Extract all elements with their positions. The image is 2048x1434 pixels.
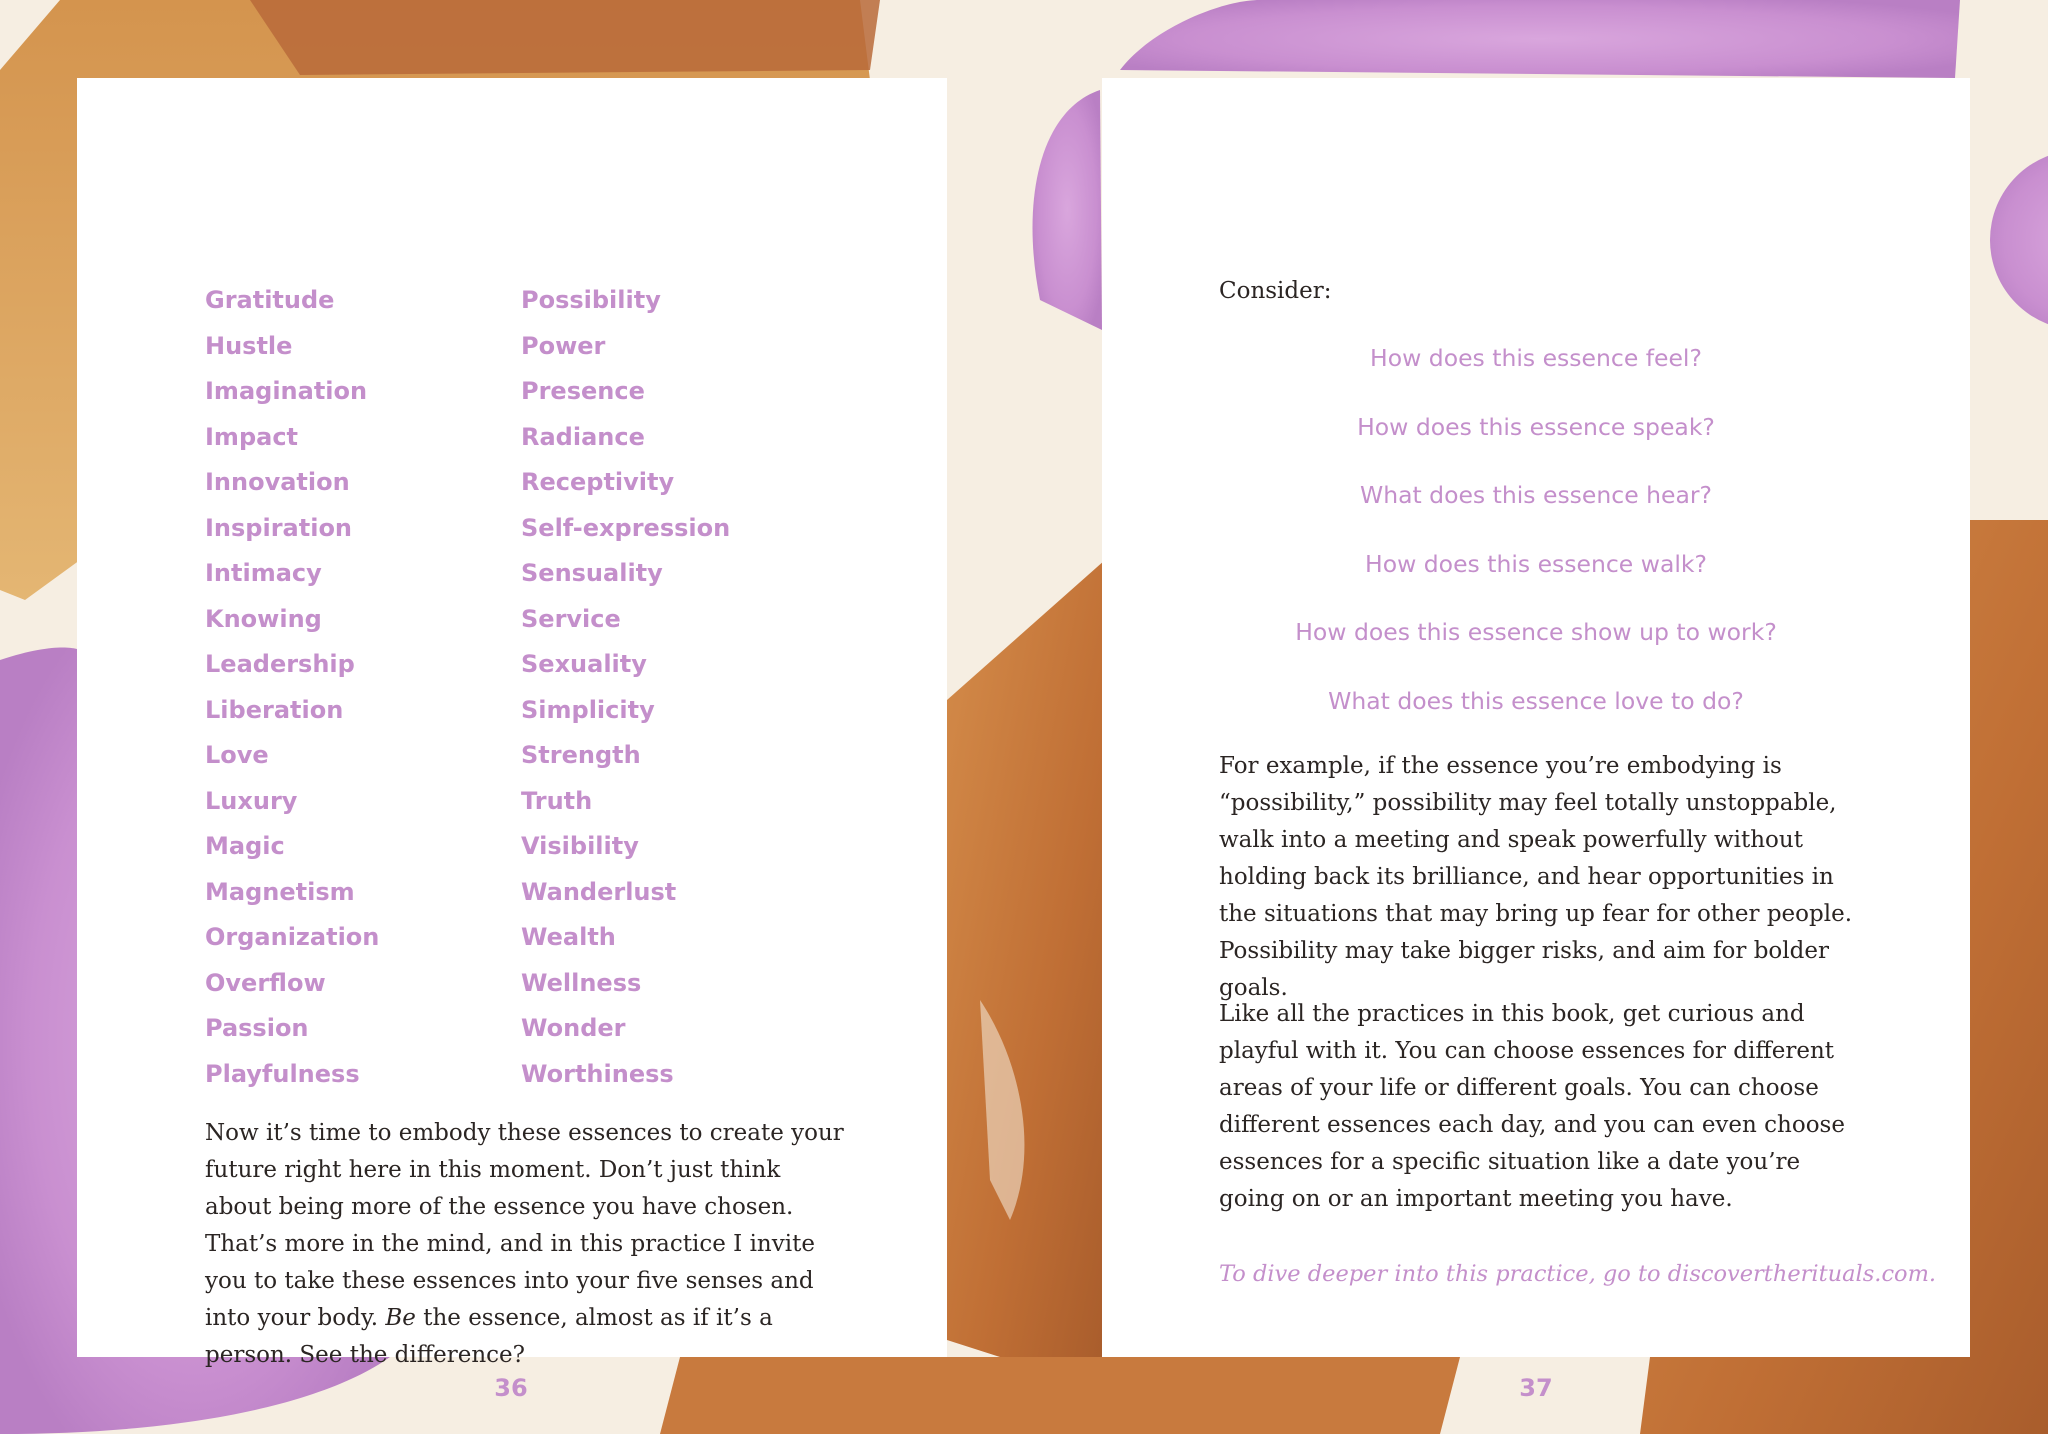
- essence-word: Receptivity: [521, 468, 675, 496]
- page-number-left: 36: [494, 1374, 528, 1402]
- essence-word: Simplicity: [521, 695, 655, 724]
- essence-word: Love: [205, 741, 269, 769]
- essence-word: Sensuality: [521, 559, 663, 587]
- essence-word: Luxury: [205, 786, 298, 815]
- question-list: [1102, 336, 1970, 747]
- essence-list-column-2: [521, 278, 730, 1097]
- essence-word: Presence: [521, 377, 645, 405]
- paragraph-emphasis: Be: [385, 1305, 416, 1331]
- essence-word: Self-expression: [521, 513, 731, 542]
- essence-word: Intimacy: [205, 559, 322, 587]
- essence-word: Impact: [205, 422, 299, 451]
- essence-word: Inspiration: [205, 513, 353, 542]
- consider-heading: Consider:: [1219, 278, 1332, 304]
- essence-word: Sexuality: [521, 650, 647, 678]
- essence-word: Strength: [521, 741, 641, 769]
- essence-word: Leadership: [205, 650, 355, 678]
- essence-list-column-1: [205, 278, 379, 1097]
- page-number-right: 37: [1519, 1374, 1553, 1402]
- essence-word: Playfulness: [205, 1059, 360, 1088]
- website-reference[interactable]: To dive deeper into this practice, go to discovertherituals.com.: [1219, 1261, 1937, 1287]
- essence-word: Wellness: [521, 968, 642, 997]
- essence-word: Wanderlust: [521, 877, 677, 906]
- reflection-question: How does this essence speak?: [1357, 412, 1715, 441]
- embody-essences-paragraph: [205, 1115, 845, 1374]
- essence-word: Liberation: [205, 695, 344, 724]
- essence-word: Power: [521, 331, 606, 360]
- essence-word: Magnetism: [205, 877, 355, 906]
- reflection-question: What does this essence love to do?: [1328, 686, 1744, 715]
- reflection-question: What does this essence hear?: [1359, 481, 1713, 509]
- paragraph-text-end: the essence, almost as if it’s a person. See the difference?: [205, 1305, 773, 1368]
- reflection-question: How does this essence feel?: [1370, 344, 1702, 372]
- essence-word: Organization: [205, 923, 380, 951]
- essence-word: Innovation: [205, 468, 350, 496]
- essence-word: Gratitude: [205, 286, 335, 314]
- right-page: [1102, 78, 1970, 1357]
- essence-word: Magic: [205, 832, 285, 860]
- essence-word: Knowing: [205, 604, 322, 633]
- essence-word: Overflow: [205, 968, 326, 997]
- essence-word: Wealth: [521, 923, 616, 951]
- essence-word: Hustle: [205, 331, 293, 360]
- left-page: [77, 78, 947, 1368]
- essence-word: Possibility: [521, 286, 661, 314]
- essence-word: Truth: [521, 786, 593, 815]
- essence-word: Service: [521, 604, 621, 633]
- essence-word: Passion: [205, 1014, 309, 1042]
- reflection-question: How does this essence walk?: [1365, 549, 1707, 578]
- essence-word: Wonder: [521, 1014, 626, 1042]
- paragraph-text-start: Now it’s time to embody these essences to create your future right here in this moment. Don’t just think about being more of the essence you have chosen. That’s more in the mind, and in this practice I invite you to take these essences into your five senses and into your body.: [205, 1120, 844, 1331]
- practices-paragraph: Like all the practices in this book, get curious and playful with it. You can choose essences for different areas of your life or different goals. You can choose different essences each day, and you can even choose essences for a specific situation like a date you’re going on or an important meeting you have.: [1219, 1001, 1845, 1212]
- essence-word: Worthiness: [521, 1059, 674, 1088]
- essence-word: Imagination: [205, 377, 368, 405]
- example-paragraph: For example, if the essence you’re embodying is “possibility,” possibility may feel totally unstoppable, walk into a meeting and speak powerfully without holding back its brilliance, and hear opportunities in the situations that may bring up fear for other people. Possibility may take bigger risks, and aim for bolder goals.: [1219, 753, 1853, 1001]
- essence-word: Visibility: [521, 832, 639, 860]
- reflection-question: How does this essence show up to work?: [1295, 618, 1777, 646]
- essence-word: Radiance: [521, 422, 645, 451]
